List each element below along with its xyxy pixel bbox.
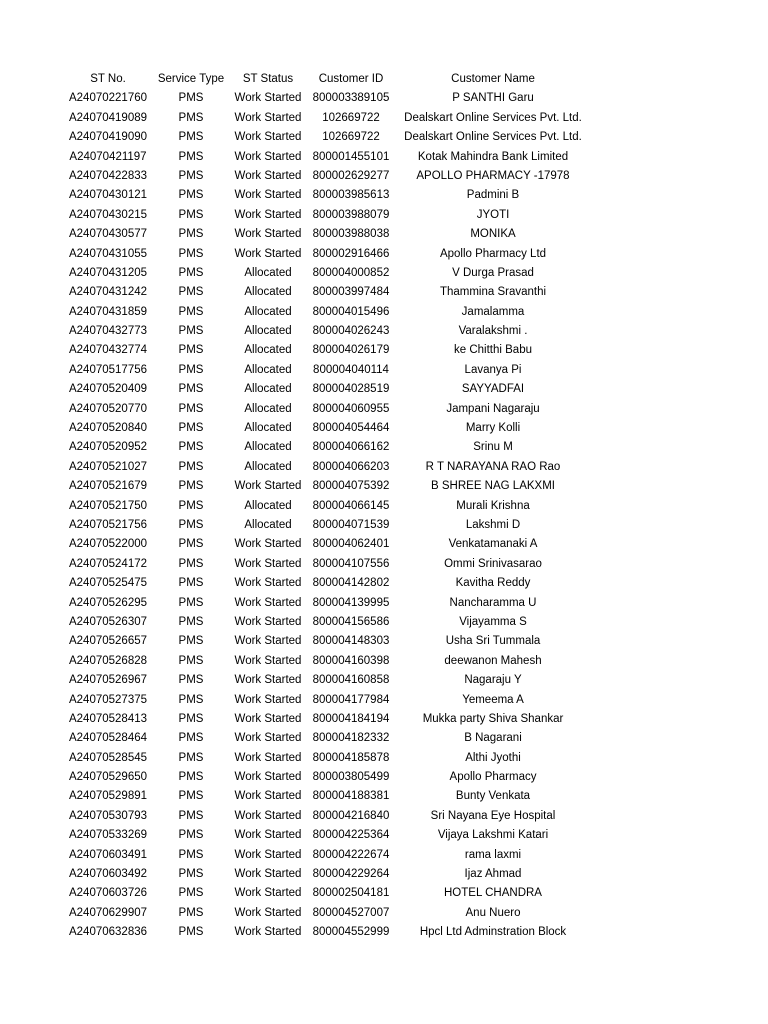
cell-service-type: PMS bbox=[178, 926, 204, 939]
cell-customer-name: R T NARAYANA RAO Rao bbox=[425, 460, 561, 473]
cell-service-type: PMS bbox=[178, 286, 204, 299]
table-row bbox=[62, 128, 592, 147]
cell-service-type: PMS bbox=[178, 208, 204, 221]
header-st-no: ST No. bbox=[90, 73, 126, 85]
cell-st-status: Allocated bbox=[244, 499, 292, 512]
cell-customer-name: Marry Kolli bbox=[465, 422, 521, 435]
cell-customer-id: 800004015496 bbox=[312, 305, 390, 318]
cell-st-status: Work Started bbox=[234, 131, 302, 144]
cell-st-no: A24070431242 bbox=[68, 286, 148, 299]
cell-service-type: PMS bbox=[178, 189, 204, 202]
cell-service-type: PMS bbox=[178, 266, 204, 279]
cell-customer-id: 800004066145 bbox=[312, 499, 390, 512]
cell-customer-id: 800004107556 bbox=[312, 557, 390, 570]
cell-customer-id: 800004054464 bbox=[312, 422, 390, 435]
cell-st-no: A24070603726 bbox=[68, 887, 148, 900]
cell-customer-name: Padmini B bbox=[466, 189, 520, 202]
cell-st-no: A24070521750 bbox=[68, 499, 148, 512]
table-row bbox=[62, 923, 592, 942]
cell-st-status: Allocated bbox=[244, 422, 292, 435]
cell-st-no: A24070603491 bbox=[68, 848, 148, 861]
cell-customer-id: 800002916466 bbox=[312, 247, 390, 260]
cell-st-status: Work Started bbox=[234, 577, 302, 590]
cell-st-no: A24070525475 bbox=[68, 577, 148, 590]
cell-st-no: A24070632836 bbox=[68, 926, 148, 939]
cell-customer-name: Sri Nayana Eye Hospital bbox=[430, 809, 556, 822]
cell-st-no: A24070533269 bbox=[68, 829, 148, 842]
table-body bbox=[62, 89, 592, 942]
cell-st-status: Allocated bbox=[244, 305, 292, 318]
cell-st-status: Work Started bbox=[234, 150, 302, 163]
cell-customer-id: 800004040114 bbox=[313, 363, 389, 376]
cell-st-status: Work Started bbox=[234, 790, 302, 803]
cell-st-no: A24070430215 bbox=[68, 208, 148, 221]
cell-st-status: Work Started bbox=[234, 596, 302, 609]
cell-customer-id: 800002504181 bbox=[312, 887, 390, 900]
cell-st-no: A24070527375 bbox=[68, 693, 148, 706]
cell-st-no: A24070528413 bbox=[68, 712, 148, 725]
cell-st-status: Work Started bbox=[234, 169, 302, 182]
cell-customer-name: Kotak Mahindra Bank Limited bbox=[417, 150, 569, 163]
cell-st-no: A24070526967 bbox=[68, 674, 148, 687]
cell-st-no: A24070432773 bbox=[68, 325, 148, 338]
cell-customer-name: MONIKA bbox=[470, 228, 516, 241]
cell-customer-id: 102669722 bbox=[322, 111, 380, 124]
cell-customer-name: Lavanya Pi bbox=[464, 363, 522, 376]
table-row bbox=[62, 264, 592, 283]
cell-customer-id: 800004182332 bbox=[312, 732, 390, 745]
cell-service-type: PMS bbox=[178, 906, 204, 919]
cell-st-status: Work Started bbox=[234, 674, 302, 687]
cell-customer-name: JYOTI bbox=[476, 208, 510, 221]
cell-customer-id: 800004026179 bbox=[312, 344, 390, 357]
cell-customer-id: 800004184194 bbox=[312, 712, 390, 725]
cell-service-type: PMS bbox=[178, 247, 204, 260]
cell-service-type: PMS bbox=[178, 402, 204, 415]
table-row bbox=[62, 303, 592, 322]
cell-customer-id: 800004066162 bbox=[312, 441, 390, 454]
cell-service-type: PMS bbox=[178, 538, 204, 551]
cell-st-status: Work Started bbox=[234, 538, 302, 551]
cell-service-type: PMS bbox=[178, 712, 204, 725]
table-row bbox=[62, 419, 592, 438]
cell-service-type: PMS bbox=[178, 887, 204, 900]
cell-st-no: A24070526828 bbox=[68, 654, 148, 667]
cell-service-type: PMS bbox=[178, 518, 204, 531]
cell-st-no: A24070520409 bbox=[68, 383, 148, 396]
cell-st-no: A24070529650 bbox=[68, 771, 148, 784]
cell-st-status: Work Started bbox=[234, 557, 302, 570]
cell-customer-id: 800003988038 bbox=[312, 228, 390, 241]
cell-st-no: A24070521679 bbox=[68, 480, 148, 493]
cell-customer-name: Apollo Pharmacy Ltd bbox=[439, 247, 547, 260]
cell-st-no: A24070528464 bbox=[68, 732, 148, 745]
table-row bbox=[62, 846, 592, 865]
cell-st-no: A24070520952 bbox=[68, 441, 148, 454]
cell-st-status: Work Started bbox=[234, 732, 302, 745]
cell-customer-id: 800003985613 bbox=[312, 189, 390, 202]
cell-st-status: Allocated bbox=[244, 402, 292, 415]
cell-customer-name: Dealskart Online Services Pvt. Ltd. bbox=[404, 111, 582, 124]
cell-customer-id: 800004222674 bbox=[312, 848, 390, 861]
table-row bbox=[62, 477, 592, 496]
cell-st-no: A24070603492 bbox=[68, 868, 148, 881]
cell-customer-name: Venkatamanaki A bbox=[448, 538, 538, 551]
cell-service-type: PMS bbox=[178, 169, 204, 182]
cell-st-no: A24070629907 bbox=[68, 906, 148, 919]
cell-st-no: A24070517756 bbox=[68, 363, 148, 376]
table-row bbox=[62, 341, 592, 360]
cell-customer-id: 800004229264 bbox=[312, 868, 390, 881]
cell-st-status: Work Started bbox=[234, 228, 302, 241]
table-row bbox=[62, 691, 592, 710]
cell-service-type: PMS bbox=[178, 305, 204, 318]
cell-st-no: A24070526307 bbox=[68, 615, 148, 628]
table-row bbox=[62, 865, 592, 884]
cell-st-status: Work Started bbox=[234, 829, 302, 842]
header-customer-id: Customer ID bbox=[318, 73, 384, 85]
cell-customer-name: Nagaraju Y bbox=[464, 674, 522, 687]
cell-customer-name: Nancharamma U bbox=[449, 596, 537, 609]
cell-customer-id: 800004075392 bbox=[312, 480, 390, 493]
cell-st-status: Work Started bbox=[234, 887, 302, 900]
cell-customer-id: 800003988079 bbox=[312, 208, 390, 221]
table-row bbox=[62, 535, 592, 554]
cell-customer-id: 800004148303 bbox=[312, 635, 390, 648]
cell-service-type: PMS bbox=[178, 92, 204, 105]
cell-st-no: A24070431859 bbox=[68, 305, 148, 318]
cell-st-no: A24070520840 bbox=[68, 422, 148, 435]
cell-customer-name: Hpcl Ltd Adminstration Block bbox=[419, 926, 567, 939]
cell-st-status: Work Started bbox=[234, 635, 302, 648]
table-row bbox=[62, 167, 592, 186]
cell-customer-name: B SHREE NAG LAKXMI bbox=[431, 480, 555, 493]
cell-st-no: A24070530793 bbox=[68, 809, 148, 822]
cell-service-type: PMS bbox=[178, 732, 204, 745]
cell-customer-name: V Durga Prasad bbox=[452, 266, 534, 279]
cell-customer-id: 800004216840 bbox=[312, 809, 390, 822]
cell-st-no: A24070520770 bbox=[68, 402, 148, 415]
cell-st-no: A24070526657 bbox=[68, 635, 148, 648]
cell-customer-name: Thammina Sravanthi bbox=[439, 286, 547, 299]
cell-customer-name: APOLLO PHARMACY -17978 bbox=[416, 169, 570, 182]
cell-st-no: A24070419089 bbox=[68, 111, 148, 124]
cell-service-type: PMS bbox=[178, 577, 204, 590]
cell-customer-name: ke Chitthi Babu bbox=[454, 344, 532, 357]
cell-customer-name: deewanon Mahesh bbox=[444, 654, 542, 667]
cell-customer-name: Yemeema A bbox=[462, 693, 524, 706]
cell-service-type: PMS bbox=[178, 441, 204, 454]
cell-customer-id: 102669722 bbox=[322, 131, 380, 144]
cell-st-status: Work Started bbox=[234, 480, 302, 493]
table-row bbox=[62, 438, 592, 457]
cell-service-type: PMS bbox=[178, 674, 204, 687]
cell-st-no: A24070221760 bbox=[68, 92, 148, 105]
cell-st-no: A24070421197 bbox=[69, 150, 147, 163]
table-row bbox=[62, 807, 592, 826]
cell-customer-id: 800004060955 bbox=[312, 402, 390, 415]
cell-st-no: A24070419090 bbox=[68, 131, 148, 144]
table-row bbox=[62, 109, 592, 128]
cell-customer-id: 800001455101 bbox=[312, 150, 390, 163]
cell-st-status: Work Started bbox=[234, 771, 302, 784]
table-row bbox=[62, 729, 592, 748]
cell-st-no: A24070422833 bbox=[68, 169, 148, 182]
cell-st-status: Allocated bbox=[244, 383, 292, 396]
cell-st-status: Allocated bbox=[244, 286, 292, 299]
cell-customer-id: 800004225364 bbox=[312, 829, 390, 842]
table-header-row bbox=[62, 70, 592, 89]
cell-st-status: Allocated bbox=[244, 325, 292, 338]
cell-service-type: PMS bbox=[178, 460, 204, 473]
cell-service-type: PMS bbox=[178, 344, 204, 357]
cell-service-type: PMS bbox=[178, 111, 204, 124]
cell-customer-id: 800004142802 bbox=[312, 577, 390, 590]
table-row bbox=[62, 361, 592, 380]
table-row bbox=[62, 632, 592, 651]
cell-st-no: A24070521756 bbox=[68, 518, 148, 531]
cell-customer-name: Ijaz Ahmad bbox=[464, 868, 522, 881]
table-row bbox=[62, 400, 592, 419]
cell-st-no: A24070522000 bbox=[68, 538, 148, 551]
table-row bbox=[62, 749, 592, 768]
cell-st-status: Work Started bbox=[234, 654, 302, 667]
cell-st-no: A24070430121 bbox=[68, 189, 148, 202]
cell-customer-name: Bunty Venkata bbox=[455, 790, 531, 803]
cell-customer-id: 800003805499 bbox=[312, 771, 390, 784]
cell-service-type: PMS bbox=[178, 615, 204, 628]
cell-customer-id: 800004139995 bbox=[312, 596, 390, 609]
cell-customer-id: 800003997484 bbox=[312, 286, 390, 299]
table-row bbox=[62, 516, 592, 535]
cell-service-type: PMS bbox=[178, 131, 204, 144]
table-row bbox=[62, 458, 592, 477]
cell-customer-name: HOTEL CHANDRA bbox=[444, 887, 542, 900]
cell-service-type: PMS bbox=[178, 771, 204, 784]
table-row bbox=[62, 322, 592, 341]
cell-customer-name: Apollo Pharmacy bbox=[449, 771, 537, 784]
cell-service-type: PMS bbox=[178, 383, 204, 396]
cell-st-no: A24070430577 bbox=[68, 228, 148, 241]
table-row bbox=[62, 283, 592, 302]
cell-customer-name: Jampani Nagaraju bbox=[446, 402, 540, 415]
table-row bbox=[62, 380, 592, 399]
cell-st-status: Allocated bbox=[244, 363, 292, 376]
table-row bbox=[62, 652, 592, 671]
header-customer-name: Customer Name bbox=[451, 73, 535, 85]
table-row bbox=[62, 574, 592, 593]
cell-customer-id: 800004188381 bbox=[312, 790, 390, 803]
cell-service-type: PMS bbox=[178, 596, 204, 609]
cell-service-type: PMS bbox=[178, 557, 204, 570]
cell-customer-name: Ommi Srinivasarao bbox=[444, 557, 542, 570]
table-row bbox=[62, 89, 592, 108]
cell-customer-name: Mukka party Shiva Shankar bbox=[422, 712, 564, 725]
cell-service-type: PMS bbox=[178, 829, 204, 842]
cell-customer-id: 800004026243 bbox=[312, 325, 390, 338]
cell-customer-name: Althi Jyothi bbox=[465, 751, 521, 764]
cell-st-status: Work Started bbox=[234, 247, 302, 260]
cell-service-type: PMS bbox=[178, 868, 204, 881]
table-row bbox=[62, 710, 592, 729]
cell-service-type: PMS bbox=[178, 790, 204, 803]
cell-st-no: A24070524172 bbox=[68, 557, 148, 570]
cell-customer-name: Varalakshmi . bbox=[458, 325, 528, 338]
table-row bbox=[62, 768, 592, 787]
header-service-type: Service Type bbox=[157, 73, 225, 85]
header-st-status: ST Status bbox=[242, 73, 294, 85]
cell-customer-name: Jamalamma bbox=[461, 305, 525, 318]
cell-customer-name: Kavitha Reddy bbox=[455, 577, 531, 590]
cell-st-status: Work Started bbox=[234, 189, 302, 202]
cell-st-status: Allocated bbox=[244, 266, 292, 279]
cell-st-status: Allocated bbox=[244, 518, 292, 531]
cell-st-status: Allocated bbox=[244, 460, 292, 473]
cell-service-type: PMS bbox=[178, 654, 204, 667]
cell-st-status: Allocated bbox=[244, 344, 292, 357]
cell-customer-id: 800004177984 bbox=[312, 693, 390, 706]
cell-customer-id: 800004160858 bbox=[312, 674, 390, 687]
cell-customer-name: B Nagarani bbox=[464, 732, 522, 745]
table-row bbox=[62, 148, 592, 167]
cell-st-no: A24070432774 bbox=[68, 344, 148, 357]
cell-st-status: Work Started bbox=[234, 208, 302, 221]
cell-customer-name: Lakshmi D bbox=[465, 518, 521, 531]
cell-customer-name: Vijaya Lakshmi Katari bbox=[437, 829, 549, 842]
cell-st-status: Work Started bbox=[234, 751, 302, 764]
cell-st-no: A24070529891 bbox=[68, 790, 148, 803]
table-row bbox=[62, 206, 592, 225]
cell-st-no: A24070528545 bbox=[68, 751, 148, 764]
cell-service-type: PMS bbox=[178, 228, 204, 241]
cell-st-status: Work Started bbox=[234, 693, 302, 706]
cell-st-status: Work Started bbox=[234, 111, 302, 124]
table-row bbox=[62, 904, 592, 923]
cell-st-no: A24070431205 bbox=[68, 266, 148, 279]
cell-st-no: A24070431055 bbox=[68, 247, 148, 260]
table-row bbox=[62, 826, 592, 845]
table-row bbox=[62, 555, 592, 574]
cell-service-type: PMS bbox=[178, 635, 204, 648]
cell-customer-name: Srinu M bbox=[473, 441, 513, 454]
cell-st-no: A24070521027 bbox=[68, 460, 148, 473]
cell-st-status: Work Started bbox=[234, 868, 302, 881]
cell-customer-id: 800004000852 bbox=[312, 266, 390, 279]
cell-st-status: Work Started bbox=[234, 926, 302, 939]
cell-st-no: A24070526295 bbox=[68, 596, 148, 609]
cell-st-status: Work Started bbox=[234, 92, 302, 105]
table-row bbox=[62, 594, 592, 613]
cell-customer-name: rama laxmi bbox=[464, 848, 522, 861]
cell-customer-name: P SANTHI Garu bbox=[452, 92, 534, 105]
cell-service-type: PMS bbox=[178, 480, 204, 493]
cell-customer-id: 800004062401 bbox=[312, 538, 390, 551]
table-row bbox=[62, 497, 592, 516]
table-row bbox=[62, 671, 592, 690]
cell-customer-name: Dealskart Online Services Pvt. Ltd. bbox=[404, 131, 582, 144]
cell-customer-id: 800004071539 bbox=[312, 518, 390, 531]
cell-service-type: PMS bbox=[178, 848, 204, 861]
cell-st-status: Work Started bbox=[234, 906, 302, 919]
cell-service-type: PMS bbox=[178, 150, 204, 163]
cell-st-status: Work Started bbox=[234, 615, 302, 628]
cell-st-status: Work Started bbox=[234, 809, 302, 822]
cell-st-status: Work Started bbox=[234, 712, 302, 725]
cell-customer-id: 800003389105 bbox=[312, 92, 390, 105]
cell-customer-name: SAYYADFAI bbox=[461, 383, 525, 396]
table-row bbox=[62, 245, 592, 264]
cell-service-type: PMS bbox=[178, 363, 204, 376]
table-row bbox=[62, 884, 592, 903]
cell-customer-name: Anu Nuero bbox=[465, 906, 521, 919]
cell-customer-id: 800004156586 bbox=[312, 615, 390, 628]
service-ticket-table bbox=[62, 70, 592, 943]
table-row bbox=[62, 613, 592, 632]
cell-customer-name: Usha Sri Tummala bbox=[445, 635, 541, 648]
table-row bbox=[62, 186, 592, 205]
cell-customer-id: 800004527007 bbox=[312, 906, 390, 919]
cell-customer-id: 800004066203 bbox=[312, 460, 390, 473]
cell-customer-id: 800004185878 bbox=[312, 751, 390, 764]
table-row bbox=[62, 787, 592, 806]
cell-st-status: Work Started bbox=[234, 848, 302, 861]
cell-st-status: Allocated bbox=[244, 441, 292, 454]
cell-service-type: PMS bbox=[178, 422, 204, 435]
cell-service-type: PMS bbox=[178, 499, 204, 512]
cell-customer-name: Murali Krishna bbox=[456, 499, 530, 512]
cell-service-type: PMS bbox=[178, 809, 204, 822]
cell-service-type: PMS bbox=[178, 325, 204, 338]
cell-service-type: PMS bbox=[178, 693, 204, 706]
cell-customer-id: 800002629277 bbox=[312, 169, 390, 182]
cell-service-type: PMS bbox=[178, 751, 204, 764]
cell-customer-id: 800004028519 bbox=[312, 383, 390, 396]
cell-customer-id: 800004160398 bbox=[312, 654, 390, 667]
cell-customer-id: 800004552999 bbox=[312, 926, 390, 939]
cell-customer-name: Vijayamma S bbox=[459, 615, 527, 628]
table-row bbox=[62, 225, 592, 244]
